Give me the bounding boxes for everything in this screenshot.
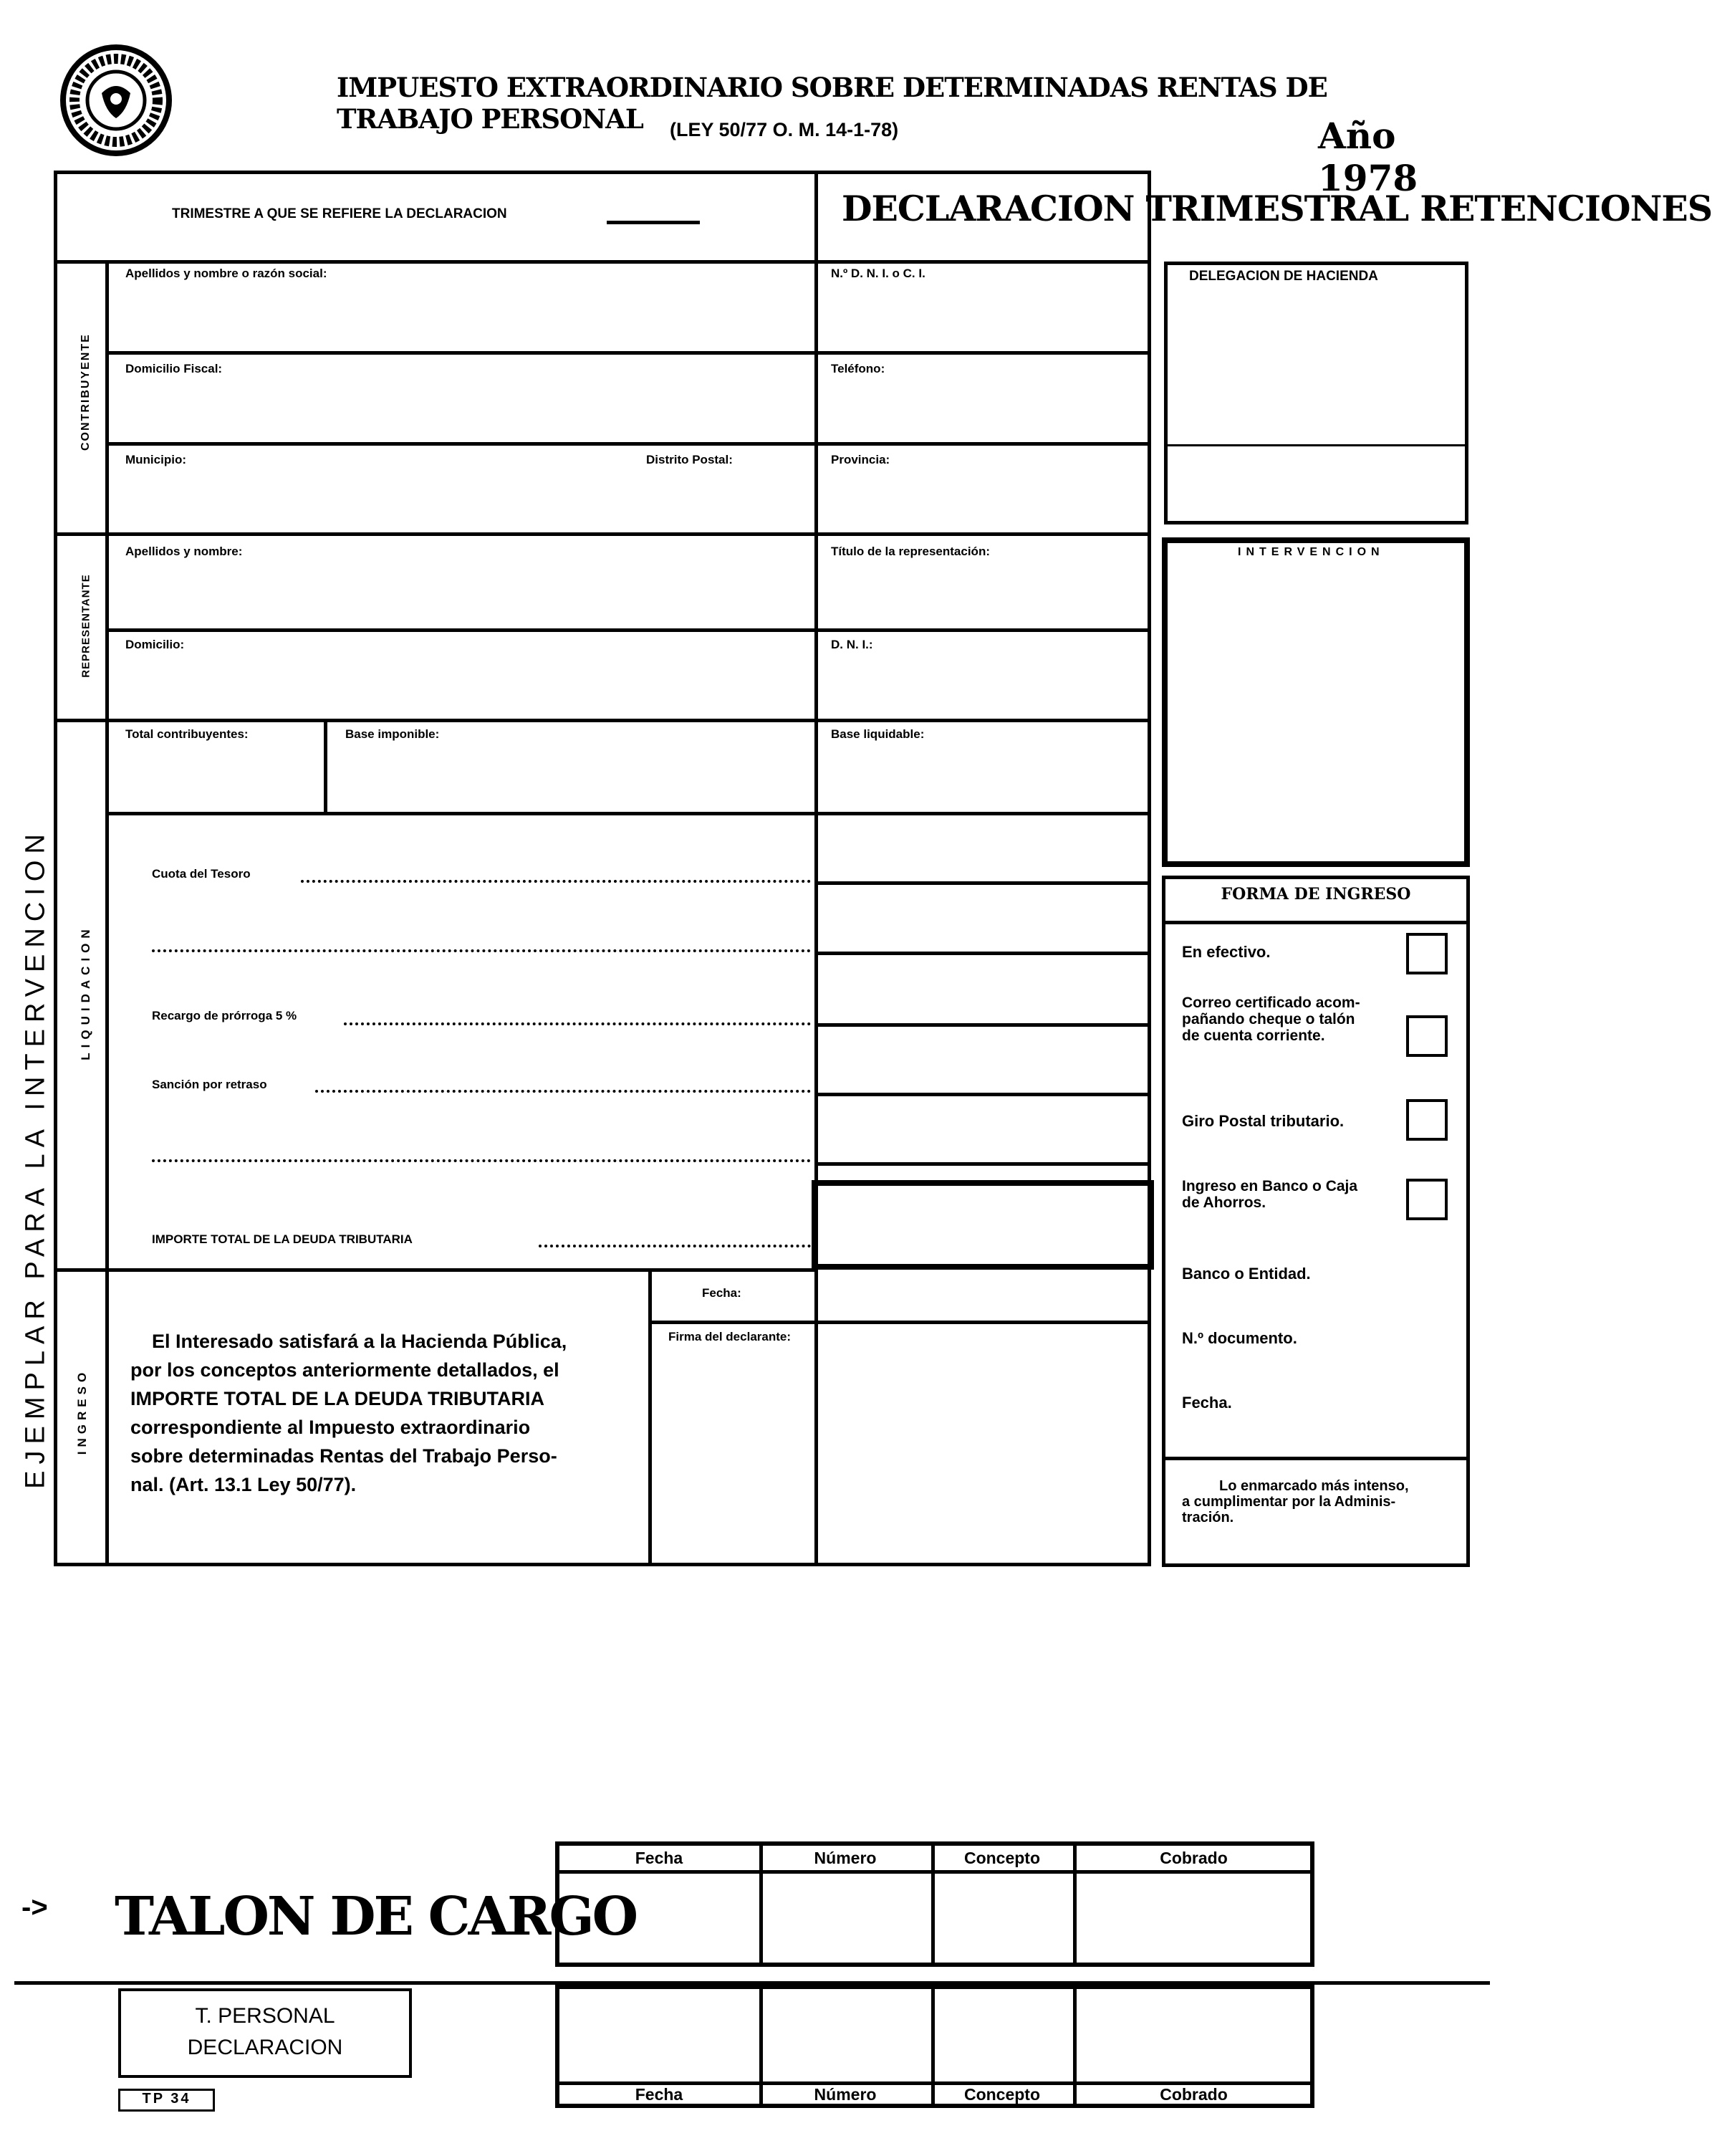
ingreso-text-line: por los conceptos anteriormente detallados, el bbox=[130, 1359, 559, 1381]
declaration-title: DECLARACION TRIMESTRAL RETENCIONES bbox=[842, 188, 1712, 229]
option-correo-line: Correo certificado acom- bbox=[1182, 995, 1360, 1011]
admin-note-line: Lo enmarcado más intenso, bbox=[1219, 1478, 1409, 1494]
representante-name-label: Apellidos y nombre: bbox=[125, 545, 243, 558]
seal-logo bbox=[59, 43, 173, 158]
ingreso-text-line: correspondiente al Impuesto extraordinario bbox=[130, 1417, 531, 1438]
form-year: Año 1978 bbox=[1318, 115, 1418, 199]
option-correo-line: de cuenta corriente. bbox=[1182, 1027, 1325, 1044]
representante-address-label: Domicilio: bbox=[125, 638, 185, 651]
section-contribuyente: CONTRIBUYENTE bbox=[80, 333, 92, 451]
admin-note-line: tración. bbox=[1182, 1510, 1234, 1525]
col-fecha-top: Fecha bbox=[635, 1849, 683, 1867]
col-cobrado-bottom: Cobrado bbox=[1160, 2085, 1228, 2104]
option-banco-line: Ingreso en Banco o Caja bbox=[1182, 1178, 1358, 1194]
option-banco-label bbox=[1182, 1178, 1357, 1211]
personal-declaracion-text bbox=[118, 2001, 412, 2064]
intervencion-box[interactable] bbox=[1162, 537, 1470, 867]
col-fecha-bottom: Fecha bbox=[635, 2085, 683, 2104]
recargo-label: Recargo de prórroga 5 % bbox=[152, 1009, 297, 1022]
representante-dni-label: D. N. I.: bbox=[831, 638, 873, 651]
contribuyente-province-label: Provincia: bbox=[831, 453, 890, 466]
option-giro-label: Giro Postal tributario. bbox=[1182, 1112, 1345, 1130]
ingreso-text-line: sobre determinadas Rentas del Trabajo Perso- bbox=[130, 1445, 557, 1467]
contribuyente-postal-label: Distrito Postal: bbox=[646, 453, 733, 466]
talon-title: TALON DE CARGO bbox=[115, 1886, 637, 1947]
option-correo-label bbox=[1182, 995, 1360, 1044]
section-representante: REPRESENTANTE bbox=[80, 574, 92, 678]
admin-note bbox=[1182, 1478, 1409, 1525]
representante-title-label: Título de la representación: bbox=[831, 545, 990, 558]
option-efectivo-checkbox[interactable] bbox=[1406, 933, 1448, 974]
col-numero-bottom: Número bbox=[814, 2085, 877, 2104]
option-banco-checkbox[interactable] bbox=[1406, 1179, 1448, 1220]
contribuyente-phone-label: Teléfono: bbox=[831, 362, 885, 375]
col-concepto-top: Concepto bbox=[963, 1849, 1041, 1867]
ingreso-text-line: IMPORTE TOTAL DE LA DEUDA TRIBUTARIA bbox=[130, 1388, 544, 1409]
quarter-label: TRIMESTRE A QUE SE REFIERE LA DECLARACION bbox=[172, 206, 507, 221]
col-cobrado-top: Cobrado bbox=[1160, 1849, 1228, 1867]
fecha-ingreso-label: Fecha. bbox=[1182, 1394, 1232, 1412]
option-correo-line: pañando cheque o talón bbox=[1182, 1011, 1355, 1027]
banco-entidad-label: Banco o Entidad. bbox=[1182, 1265, 1311, 1283]
ejemplar-label: EJEMPLAR PARA LA INTERVENCION bbox=[20, 828, 51, 1489]
option-correo-checkbox[interactable] bbox=[1406, 1015, 1448, 1057]
numero-documento-label: N.º documento. bbox=[1182, 1329, 1297, 1347]
total-contribuyentes-label: Total contribuyentes: bbox=[125, 727, 249, 741]
sancion-label: Sanción por retraso bbox=[152, 1078, 267, 1091]
contribuyente-address-label: Domicilio Fiscal: bbox=[125, 362, 223, 375]
col-concepto-bottom: Concepto bbox=[963, 2085, 1041, 2104]
section-liquidacion: LIQUIDACION bbox=[79, 924, 92, 1060]
delegacion-box[interactable] bbox=[1164, 262, 1468, 524]
importe-total-label: IMPORTE TOTAL DE LA DEUDA TRIBUTARIA bbox=[152, 1232, 413, 1246]
base-liquidable-label: Base liquidable: bbox=[831, 727, 925, 741]
option-giro-checkbox[interactable] bbox=[1406, 1099, 1448, 1141]
ingreso-text-line: El Interesado satisfará a la Hacienda Pública, bbox=[152, 1331, 567, 1352]
option-banco-line: de Ahorros. bbox=[1182, 1194, 1266, 1211]
forma-ingreso-title: FORMA DE INGRESO bbox=[1221, 885, 1411, 904]
contribuyente-dni-label: N.º D. N. I. o C. I. bbox=[831, 267, 925, 280]
col-numero-top: Número bbox=[814, 1849, 877, 1867]
importe-total-field[interactable] bbox=[812, 1180, 1154, 1270]
personal-line: T. PERSONAL bbox=[195, 2004, 335, 2028]
quarter-field[interactable] bbox=[607, 221, 700, 224]
admin-note-line: a cumplimentar por la Adminis- bbox=[1182, 1494, 1396, 1510]
firma-label: Firma del declarante: bbox=[668, 1330, 792, 1343]
delegacion-label: DELEGACION DE HACIENDA bbox=[1189, 269, 1378, 284]
contribuyente-city-label: Municipio: bbox=[125, 453, 186, 466]
cuota-tesoro-label: Cuota del Tesoro bbox=[152, 867, 251, 881]
section-ingreso: INGRESO bbox=[75, 1368, 89, 1455]
intervencion-label: INTERVENCION bbox=[1238, 546, 1385, 558]
forma-ingreso-box bbox=[1162, 876, 1470, 1567]
arrow-marker: -> bbox=[21, 1892, 48, 1923]
form-code: TP 34 bbox=[142, 2091, 191, 2107]
personal-line: DECLARACION bbox=[187, 2036, 343, 2059]
law-reference: (LEY 50/77 O. M. 14-1-78) bbox=[670, 119, 899, 140]
base-imponible-label: Base imponible: bbox=[345, 727, 440, 741]
form-title-header: IMPUESTO EXTRAORDINARIO SOBRE DETERMINADAS RENTAS DE TRABAJO PERSONAL bbox=[337, 72, 1327, 135]
fecha-label: Fecha: bbox=[702, 1286, 741, 1300]
ingreso-text bbox=[130, 1327, 639, 1499]
option-efectivo-label: En efectivo. bbox=[1182, 943, 1271, 961]
contribuyente-name-label: Apellidos y nombre o razón social: bbox=[125, 267, 327, 280]
ingreso-text-line: nal. (Art. 13.1 Ley 50/77). bbox=[130, 1474, 357, 1495]
